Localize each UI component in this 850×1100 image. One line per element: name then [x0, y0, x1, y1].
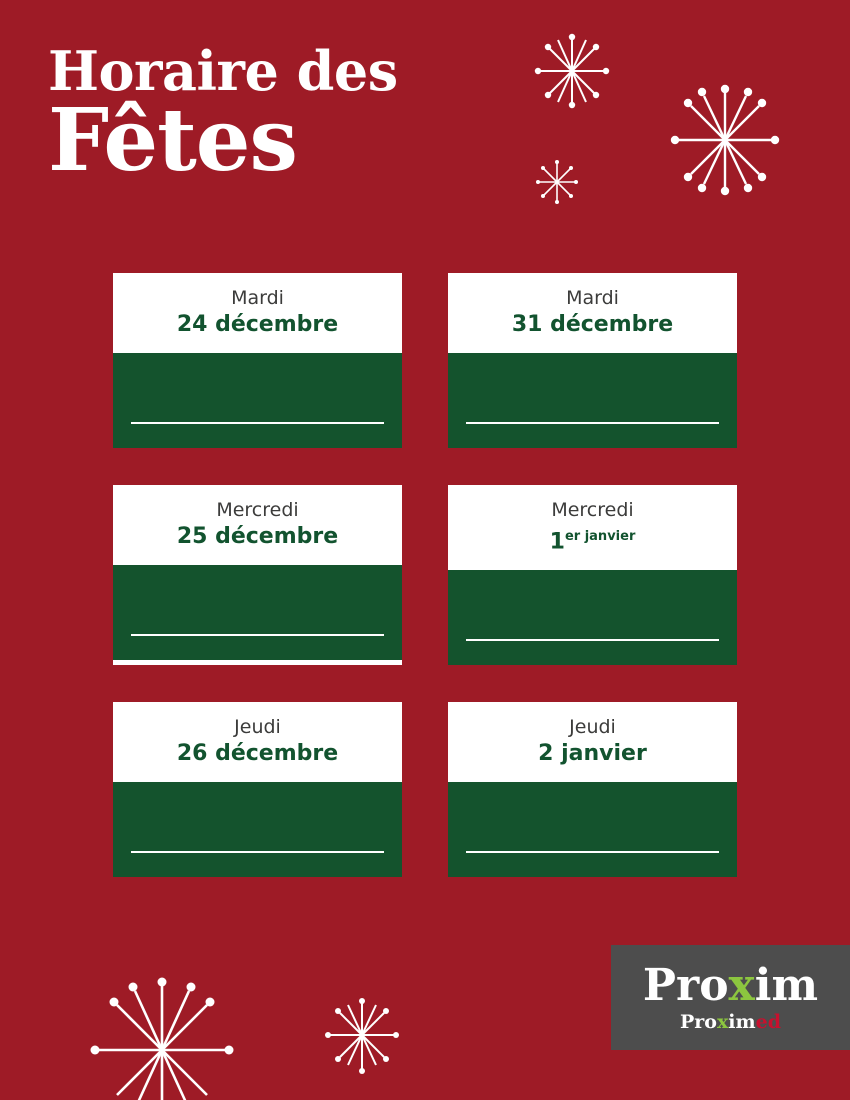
- card-date-label: 26 décembre: [176, 741, 339, 767]
- write-line: [131, 851, 384, 853]
- card-header: [448, 485, 737, 570]
- schedule-card: [113, 702, 402, 877]
- schedule-card: [448, 485, 737, 665]
- card-header: [113, 273, 402, 353]
- schedule-card: [113, 485, 402, 665]
- brand-sub-x: x: [716, 1010, 729, 1033]
- card-hours-area[interactable]: [448, 353, 737, 448]
- brand-sub-part3: ed: [755, 1010, 781, 1033]
- card-date-label: 31 décembre: [511, 312, 674, 337]
- snowflake-icon: [528, 32, 616, 110]
- write-line: [131, 422, 384, 424]
- brand-sub-part2: im: [728, 1010, 756, 1033]
- schedule-grid: [113, 273, 737, 877]
- card-day-label: Mercredi: [551, 499, 634, 521]
- snowflake-icon: [660, 78, 790, 202]
- card-day-label: Mardi: [231, 287, 284, 309]
- write-line: [466, 851, 719, 853]
- card-date-label: 24 décembre: [176, 312, 339, 337]
- schedule-row: [113, 273, 737, 448]
- card-date-label: [458, 523, 727, 556]
- brand-sub-name: [680, 1011, 781, 1033]
- card-hours-area[interactable]: [113, 353, 402, 448]
- card-header: [113, 702, 402, 782]
- title-line-1: Horaire des: [48, 39, 398, 103]
- card-hours-area[interactable]: [113, 782, 402, 877]
- schedule-row: [113, 702, 737, 877]
- brand-name-part2: im: [754, 959, 819, 1011]
- snowflake-icon: [320, 995, 404, 1075]
- write-line: [466, 422, 719, 424]
- schedule-card: [113, 273, 402, 448]
- card-date-label: 25 décembre: [176, 524, 339, 549]
- brand-name-part1: Pro: [642, 959, 729, 1011]
- write-line: [131, 634, 384, 636]
- card-day-label: Mercredi: [216, 499, 299, 521]
- page-title: [48, 39, 398, 191]
- card-day-label: Jeudi: [234, 716, 281, 739]
- card-header: [448, 273, 737, 353]
- card-day-label: Jeudi: [569, 716, 616, 739]
- card-date-number: 1: [549, 529, 565, 555]
- card-hours-area[interactable]: [448, 782, 737, 877]
- logo-block: [611, 945, 850, 1050]
- snowflake-icon: [84, 965, 240, 1100]
- card-hours-area[interactable]: [113, 565, 402, 660]
- schedule-card: [448, 702, 737, 877]
- card-hours-area[interactable]: [448, 570, 737, 665]
- title-line-2: Fêtes: [48, 90, 297, 191]
- brand-name-x: x: [728, 959, 755, 1011]
- brand-name: [642, 959, 819, 1011]
- schedule-card: [448, 273, 737, 448]
- card-day-label: Mardi: [566, 287, 619, 309]
- write-line: [466, 639, 719, 641]
- card-date-label: 2 janvier: [538, 741, 647, 767]
- card-header: [113, 485, 402, 565]
- brand-sub-part1: Pro: [679, 1010, 717, 1033]
- schedule-row: [113, 485, 737, 665]
- card-date-suffix: er janvier: [564, 529, 636, 544]
- snowflake-icon: [532, 158, 582, 206]
- card-header: [448, 702, 737, 782]
